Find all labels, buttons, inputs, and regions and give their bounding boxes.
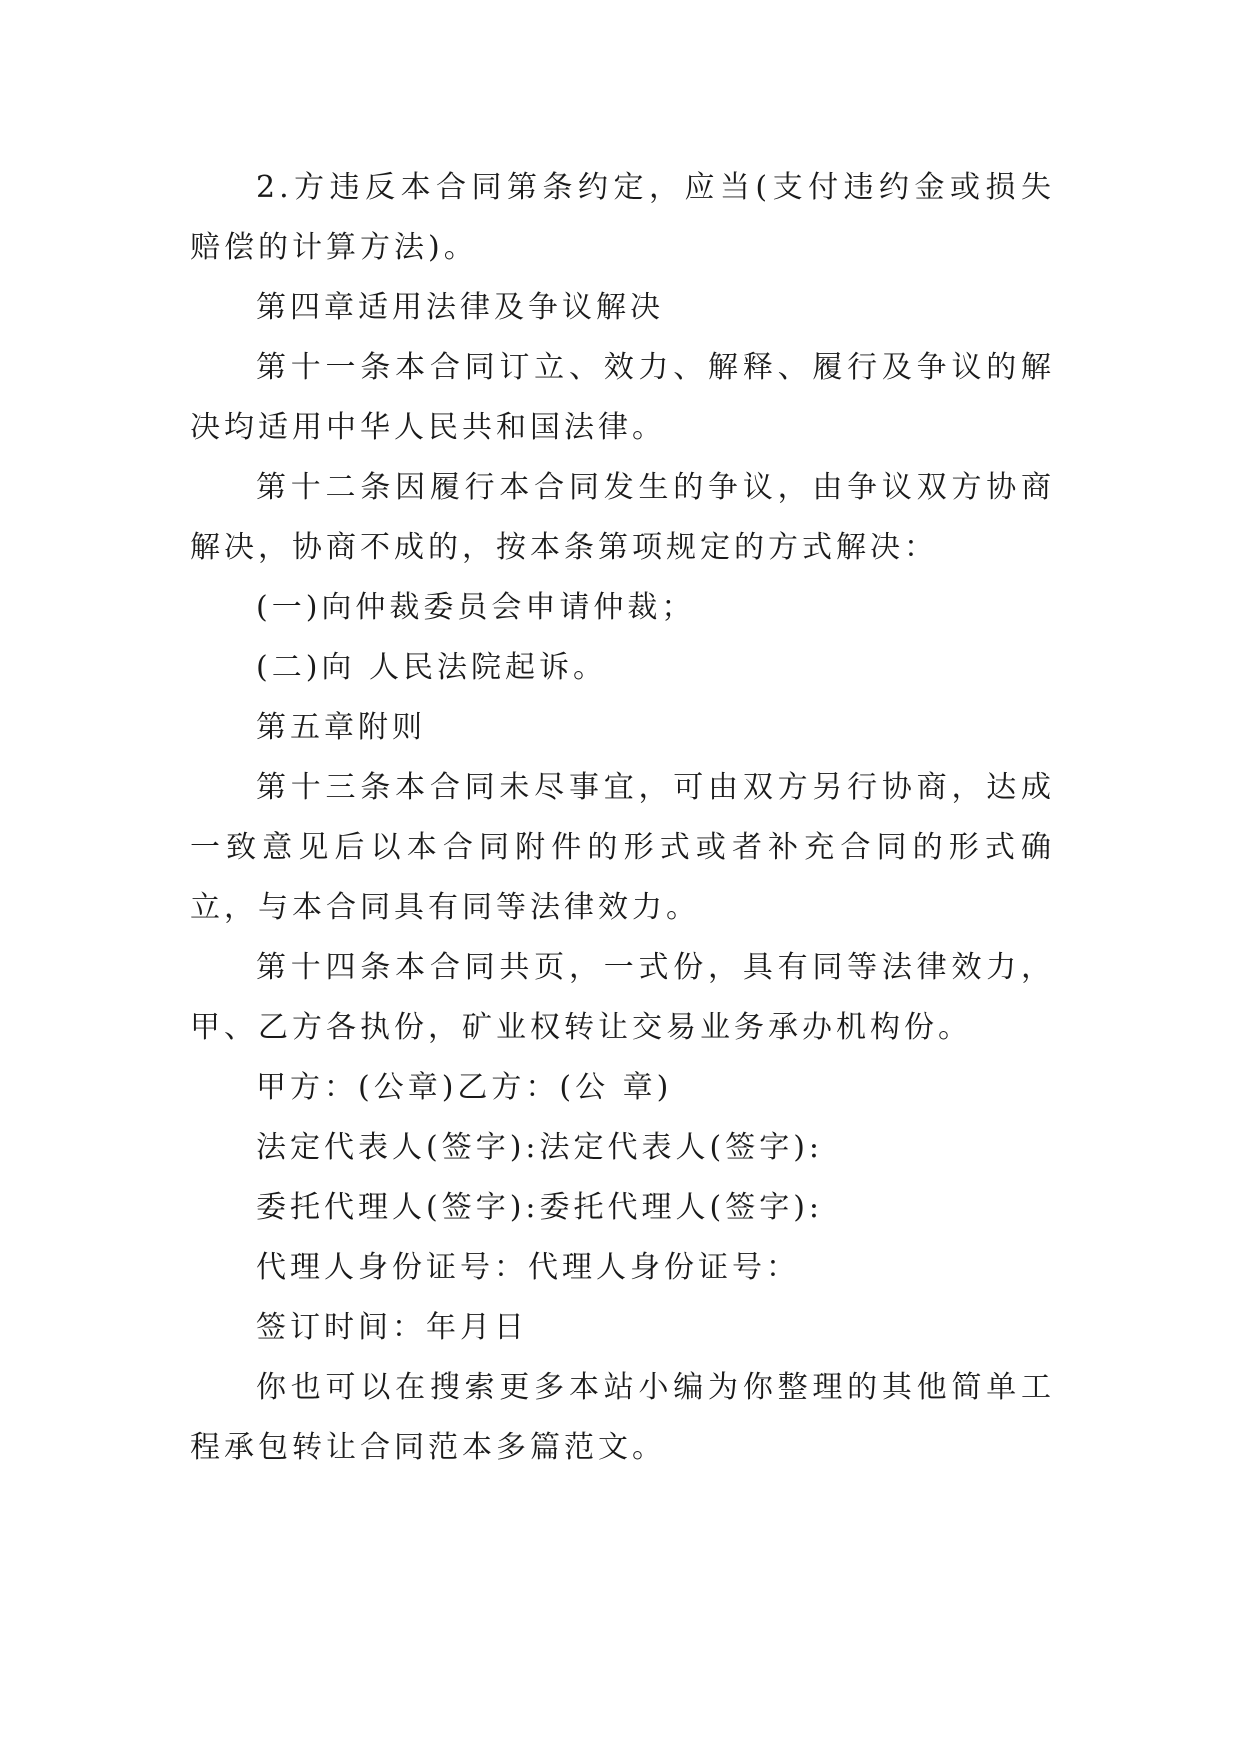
paragraph-article-12: 第十二条因履行本合同发生的争议，由争议双方协商解决，协商不成的，按本条第项规定的方式解决： — [190, 470, 1055, 565]
chapter-heading-5: 第五章附则 — [256, 710, 426, 745]
signature-line-agent: 委托代理人(签字):委托代理人(签字): — [256, 1190, 824, 1225]
signature-line-legal-representative: 法定代表人(签字):法定代表人(签字): — [256, 1130, 824, 1165]
list-item-litigation: (二)向 人民法院起诉。 — [256, 650, 607, 685]
list-item-arbitration: (一)向仲裁委员会申请仲裁； — [256, 590, 696, 625]
closing-note: 你也可以在搜索更多本站小编为你整理的其他简单工程承包转让合同范本多篇范文。 — [190, 1370, 1055, 1465]
paragraph-article-11: 第十一条本合同订立、效力、解释、履行及争议的解决均适用中华人民共和国法律。 — [190, 350, 1055, 445]
chapter-heading-4: 第四章适用法律及争议解决 — [256, 290, 664, 325]
paragraph-article-13: 第十三条本合同未尽事宜，可由双方另行协商，达成一致意见后以本合同附件的形式或者补充合同的形式确立，与本合同具有同等法律效力。 — [190, 770, 1055, 925]
paragraph-article-14: 第十四条本合同共页，一式份，具有同等法律效力，甲、乙方各执份，矿业权转让交易业务承办机构份。 — [190, 950, 1055, 1045]
signature-line-seals: 甲方：(公章)乙方：(公 章) — [256, 1070, 673, 1105]
signature-line-id-number: 代理人身份证号：代理人身份证号： — [256, 1250, 800, 1285]
document-page — [190, 158, 1055, 1478]
signature-line-date: 签订时间：年月日 — [256, 1310, 528, 1345]
paragraph-breach-clause: 2.方违反本合同第条约定，应当(支付违约金或损失赔偿的计算方法)。 — [190, 170, 1055, 265]
